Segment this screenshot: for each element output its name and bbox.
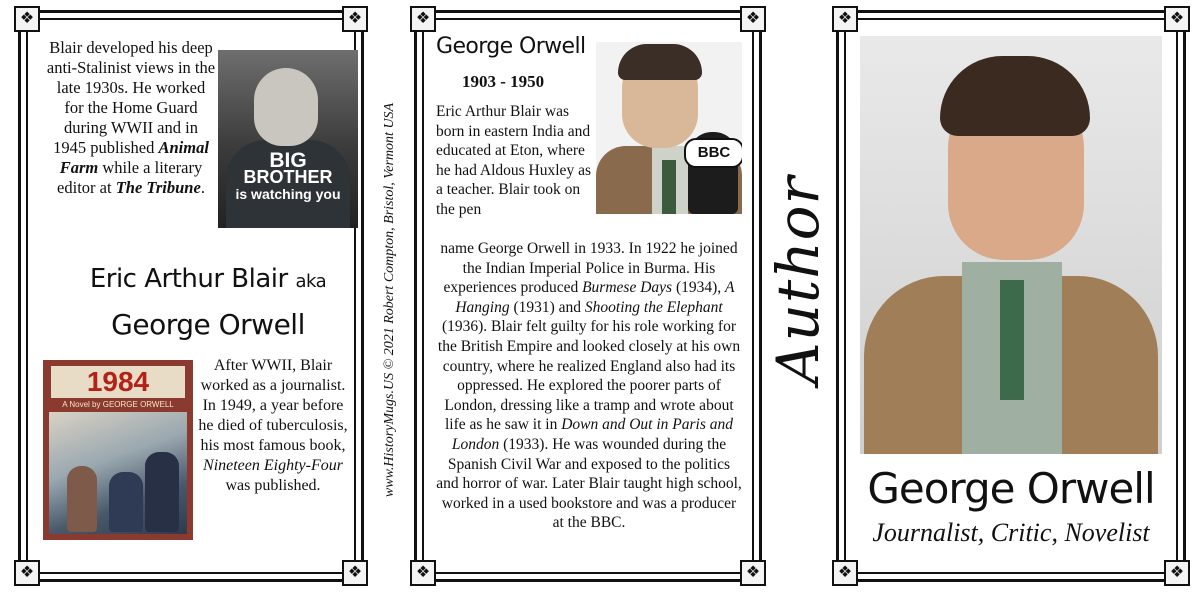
orwell-bbc-photo	[596, 42, 742, 214]
middle-panel	[414, 10, 762, 582]
corner-ornament-icon: ❖	[1164, 6, 1190, 32]
bbc-logo: BBC	[684, 138, 742, 168]
corner-ornament-icon: ❖	[410, 6, 436, 32]
corner-ornament-icon: ❖	[14, 6, 40, 32]
poster-caption: BIG BROTHER is watching you	[235, 149, 341, 202]
book-cover-title: 1984	[51, 366, 185, 398]
corner-ornament-icon: ❖	[14, 560, 40, 586]
book-cover-illustration	[49, 412, 187, 534]
cover-figure	[109, 472, 143, 532]
corner-ornament-icon: ❖	[832, 560, 858, 586]
author-label	[762, 130, 834, 430]
copyright-spine	[366, 40, 414, 560]
left-closing-text: After WWII, Blair worked as a journalist. In 1949, a year before he died of tuberculosis, his most famous book, Nineteen Eighty-Four was published.	[198, 357, 348, 494]
bio-title: George Orwell	[436, 34, 586, 59]
cover-figure	[67, 466, 97, 532]
right-panel	[836, 10, 1186, 582]
left-intro-text: Blair developed his deep anti-Stalinist views in the late 1930s. He worked for the Home Guard during WWII and in 1945 published Animal Farm while a literary editor at The Tribune.	[46, 38, 216, 197]
book-cover-1984-image	[43, 360, 193, 540]
bio-text-body: name George Orwell in 1933. In 1922 he joined the Indian Imperial Police in Burma. His experiences produced Burmese Days (1934), A Hanging (1931) and Shooting the Elephant (1936). Blair felt guilty for his role working for the British Empire and looked closely at his own country, where he realized England also had its oppressed. He explored the poorer parts of London, dressing like a tramp and wrote about life as he saw it in Down and Out in Paris and London (1933). He was wounded during the Spanish Civil War and exposed to the politics and horror of war. Later Blair taught high school, worked in a used bookstore and was a producer at the BBC.	[436, 240, 742, 532]
book-cover-subtitle: A Novel by GEORGE ORWELL	[62, 400, 174, 409]
poster-figure-head	[254, 68, 318, 146]
big-brother-poster-image	[218, 50, 358, 228]
cover-figure	[145, 452, 179, 532]
life-years: 1903 - 1950	[462, 72, 545, 91]
corner-ornament-icon: ❖	[740, 6, 766, 32]
corner-ornament-icon: ❖	[740, 560, 766, 586]
photo-hair	[618, 44, 702, 80]
author-label-text: Author	[764, 175, 832, 385]
portrait-tie	[1000, 280, 1024, 400]
portrait-roles: Journalist, Critic, Novelist	[872, 518, 1150, 547]
left-panel	[18, 10, 364, 582]
orwell-portrait-photo	[860, 36, 1162, 454]
copyright-text: www.HistoryMugs.US © 2021 Robert Compton, Bristol, Vermont USA	[382, 102, 397, 498]
portrait-name: George Orwell	[867, 464, 1155, 513]
corner-ornament-icon: ❖	[1164, 560, 1190, 586]
full-name-heading: Eric Arthur Blair aka	[89, 264, 327, 294]
corner-ornament-icon: ❖	[832, 6, 858, 32]
corner-ornament-icon: ❖	[342, 6, 368, 32]
bio-text-top: Eric Arthur Blair was born in eastern India and educated at Eton, where he had Aldous Huxley as a teacher. Blair took on the pen	[436, 103, 591, 218]
corner-ornament-icon: ❖	[410, 560, 436, 586]
corner-ornament-icon: ❖	[342, 560, 368, 586]
pen-name-heading: George Orwell	[111, 308, 305, 341]
photo-tie	[662, 160, 676, 214]
portrait-hair	[940, 56, 1090, 136]
